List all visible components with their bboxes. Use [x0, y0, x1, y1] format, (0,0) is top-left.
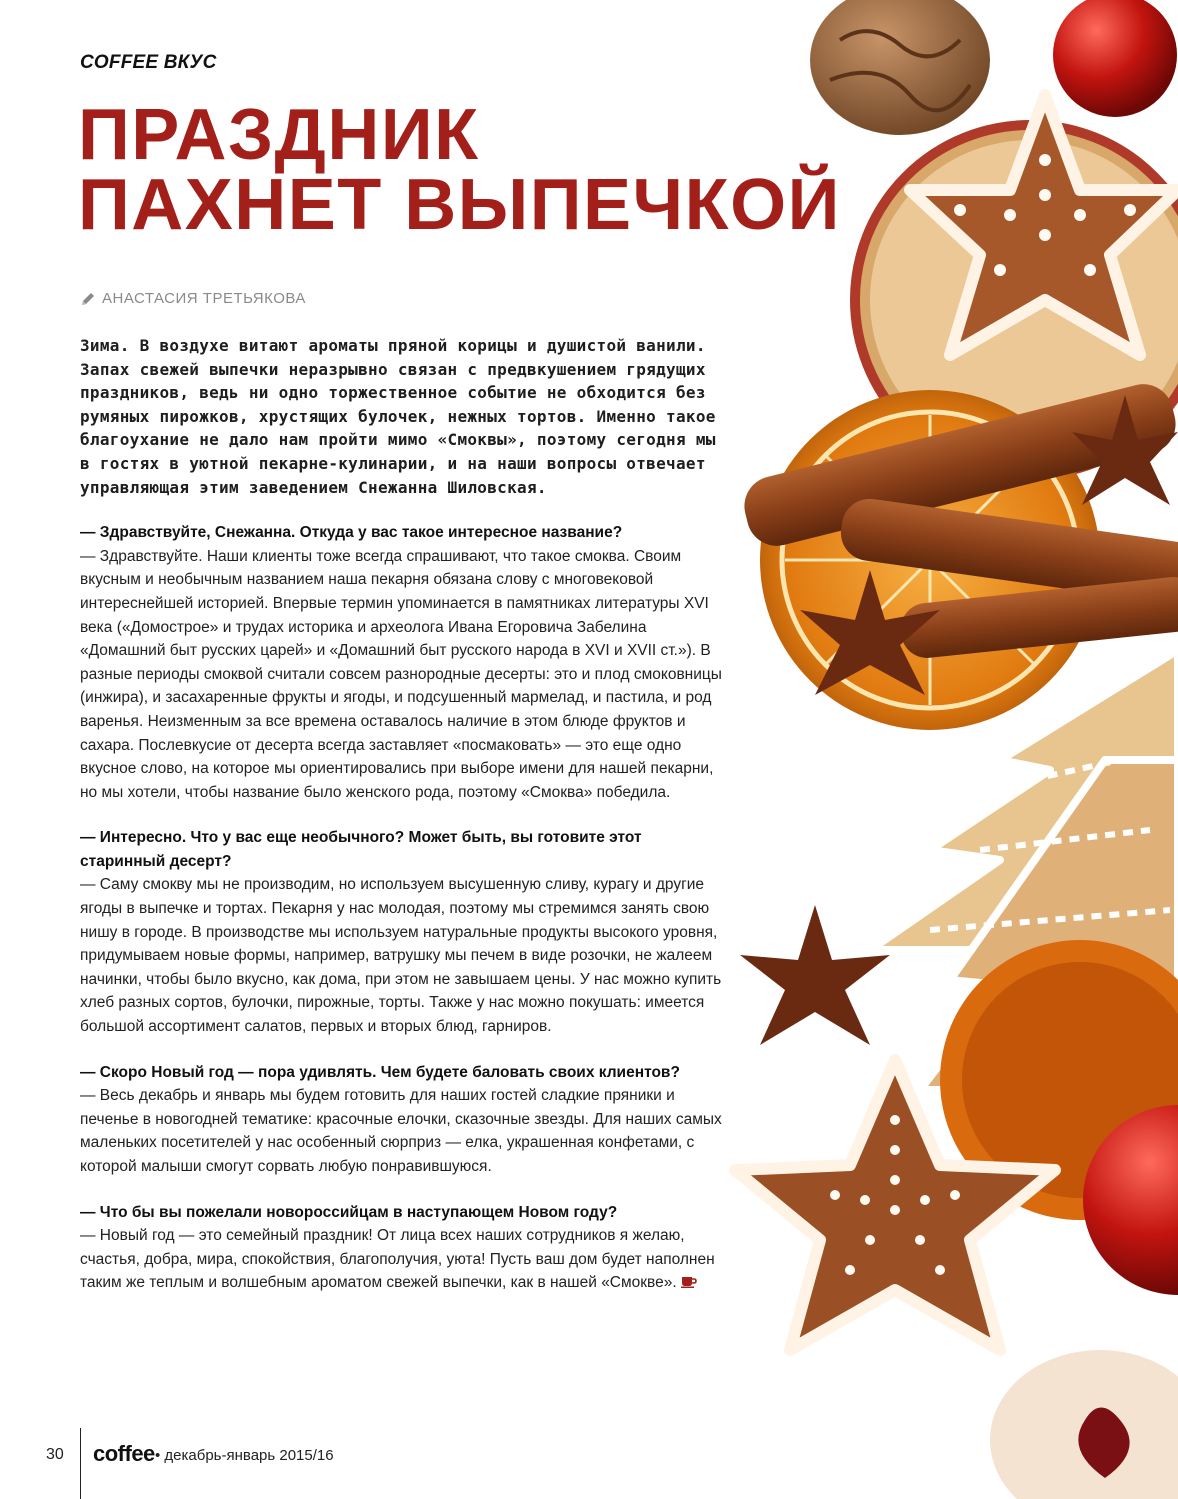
- article-lead: Зима. В воздухе витают ароматы пряной корицы и душистой ванили. Запах свежей выпечки неразрывно связан с предвкушением грядущих праздников, ведь ни одно торжественное событие не обходится без румяных пирожков, хрустящих булочек, нежных тортов. Именно такое благоухание не дало нам пройти мимо «Смоквы», поэтому сегодня мы в гостях в уютной пекарне-кулинарии, и на наши вопросы отвечает управляющая этим заведением Снежанна Шиловская.: [80, 336, 716, 497]
- coffee-cup-icon: [681, 1274, 697, 1288]
- answer: — Весь декабрь и январь мы будем готовить для наших гостей сладкие пряники и печенье в новогодней тематике: красочные елочки, сказочные звезды. Для наших самых маленьких посетителей у нас особенный сюрприз — елка, украшенная конфетами, с которой малыши смогут сорвать любую понравившуюся.: [80, 1087, 722, 1175]
- answer: — Саму смокву мы не производим, но используем высушенную сливу, курагу и другие ягоды в выпечке и тортах. Пекарня у нас молодая, поэтому мы стремимся занять свою нишу в городе. В производстве мы используем натуральные продукты высокого уровня, придумываем новые формы, например, ватрушку мы печем в виде розочки, не жалеем начинки, чтобы было вкусно, как дома, при этом не завышаем цены. У нас можно купить хлеб разных сортов, булочки, пирожные, торты. Также у нас можно покушать: имеется большой ассортимент салатов, первых и вторых блюд, гарниров.: [80, 876, 722, 1036]
- pencil-icon: [80, 291, 96, 307]
- answer: — Здравствуйте. Наши клиенты тоже всегда спрашивают, что такое смоква. Своим вкусным и необычным названием наша пекарня обязана слову с многовековой интереснейшей историей. Впервые термин упоминается в памятниках литературы XVI века («Домострое» и трудах историка и археолога Ивана Егоровича Забелина «Домашний быт русских царей» и «Домашний быт русского народа в XVI и XVII ст.»). В разные периоды смоквой считали совсем разнородные десерты: это и плод смоковницы (инжира), и засахаренные фрукты и ягоды, и подсушенный мармелад, и пастила, и род варенья. Неизменным за все времена оставалось наличие в этом блюде фруктов и сахара. Послевкусие от десерта всегда заставляет «посмаковать» — это еще одно вкусное слово, на которое мы ориентировались при выборе имени для нашей пекарни, но мы хотели, чтобы название было женского рода, поэтому «Смоква» победила.: [80, 547, 722, 801]
- qa-block-4: [80, 1201, 728, 1295]
- page-title: [78, 95, 841, 245]
- footer-divider: [80, 1428, 81, 1499]
- magazine-logo: coffee: [93, 1441, 155, 1466]
- title-line-1: ПРАЗДНИК: [78, 95, 480, 175]
- answer: — Новый год — это семейный праздник! От лица всех наших сотрудников я желаю, счастья, добра, мира, спокойствия, благополучия, уюта! Пусть ваш дом будет наполнен таким же теплым и волшебным ароматом свежей выпечки, как в нашей «Смокве».: [80, 1227, 715, 1292]
- author-byline: [80, 290, 306, 307]
- section-label: COFFEE ВКУС: [80, 52, 217, 73]
- article-body: [80, 334, 728, 1295]
- qa-block-3: [80, 1061, 728, 1179]
- qa-block-2: [80, 826, 728, 1038]
- author-name: АНАСТАСИЯ ТРЕТЬЯКОВА: [102, 290, 306, 307]
- issue-date: • декабрь-январь 2015/16: [155, 1447, 334, 1464]
- page-footer: [0, 1428, 1178, 1499]
- ornament-ball: [1053, 0, 1177, 117]
- answer-final: [80, 1224, 728, 1295]
- question: — Скоро Новый год — пора удивлять. Чем будете баловать своих клиентов?: [80, 1063, 680, 1081]
- page-number: 30: [46, 1446, 64, 1463]
- question: — Здравствуйте, Снежанна. Откуда у вас такое интересное название?: [80, 524, 623, 542]
- title-line-2: ПАХНЕТ ВЫПЕЧКОЙ: [78, 165, 841, 245]
- question: — Интересно. Что у вас еще необычного? Может быть, вы готовите этот старинный десерт?: [80, 829, 642, 870]
- qa-block-1: [80, 521, 728, 804]
- question: — Что бы вы пожелали новороссийцам в наступающем Новом году?: [80, 1203, 618, 1221]
